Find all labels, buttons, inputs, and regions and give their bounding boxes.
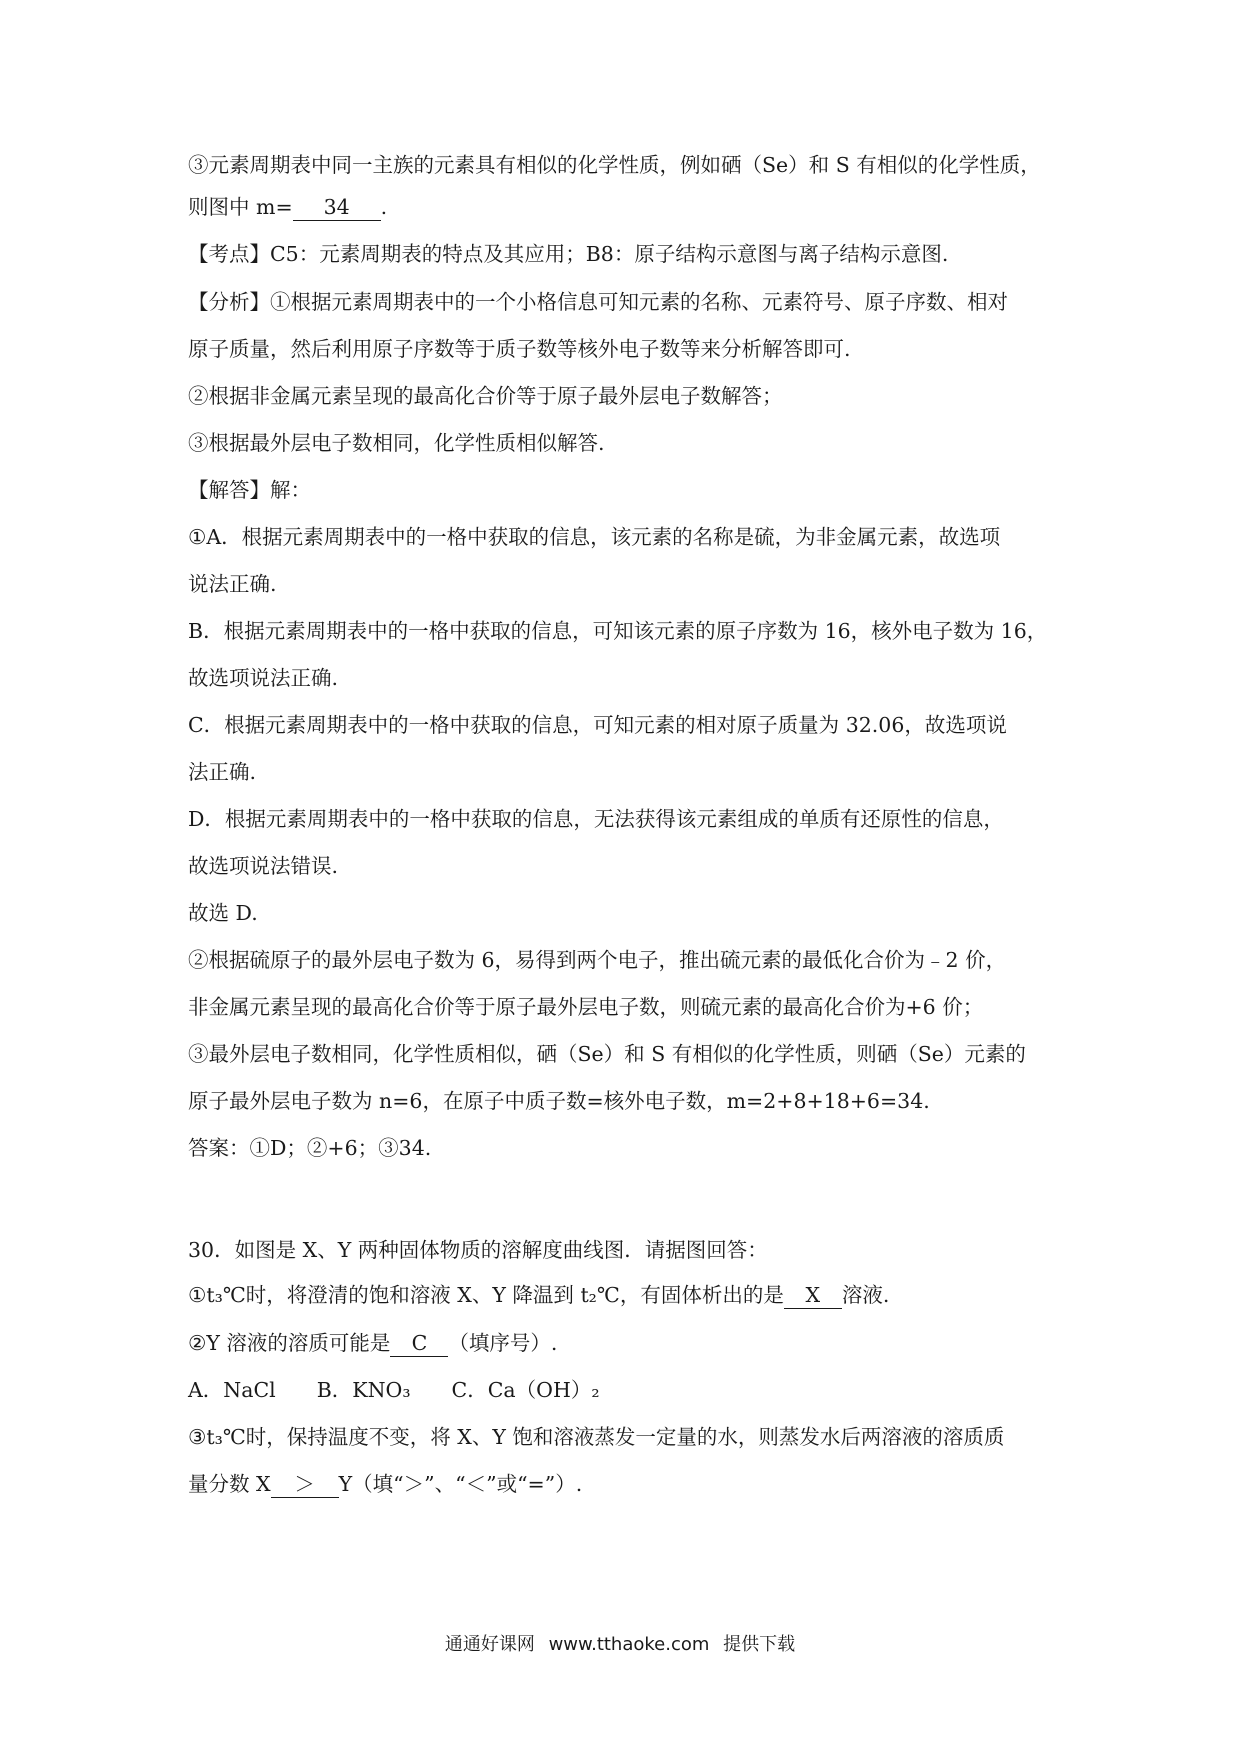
question-30-part-1 [188, 1280, 889, 1310]
question-30-title: 30．如图是 X、Y 两种固体物质的溶解度曲线图．请据图回答： [188, 1238, 768, 1262]
footer-url: www.tthaoke.com [548, 1634, 710, 1655]
text-line: 故选项说法正确. [188, 666, 339, 690]
answer-blank-3: ＞ [271, 1471, 339, 1498]
text-line: ①A．根据元素周期表中的一格中获取的信息，该元素的名称是硫，为非金属元素，故选项 [188, 525, 1001, 549]
text-fragment: （填序号）. [448, 1331, 558, 1355]
text-line-answer: 答案：①D；②+6；③34. [188, 1136, 432, 1160]
answer-blank-2: C [390, 1330, 448, 1357]
footer-site-name: 通通好课网 [444, 1634, 535, 1655]
text-line: 故选项说法错误. [188, 854, 339, 878]
text-line: 法正确. [188, 760, 257, 784]
text-line-fill-in [188, 192, 387, 222]
text-line: ③元素周期表中同一主族的元素具有相似的化学性质，例如硒（Se）和 S 有相似的化学性质， [188, 153, 1041, 177]
text-fragment: 溶液. [841, 1283, 890, 1307]
text-line-jieda: 【解答】解： [188, 478, 311, 502]
text-fragment: 量分数 X [188, 1472, 271, 1496]
answer-blank-1: X [784, 1282, 842, 1309]
text-line: D．根据元素周期表中的一格中获取的信息，无法获得该元素组成的单质有还原性的信息， [188, 807, 1004, 831]
text-line-kaodian: 【考点】C5：元素周期表的特点及其应用；B8：原子结构示意图与离子结构示意图. [188, 242, 949, 266]
text-line: C．根据元素周期表中的一格中获取的信息，可知元素的相对原子质量为 32.06，故选项说 [188, 713, 1007, 737]
text-line: ③最外层电子数相同，化学性质相似，硒（Se）和 S 有相似的化学性质，则硒（Se）元素的 [188, 1042, 1026, 1066]
question-30-part-3: ③t₃℃时，保持温度不变，将 X、Y 饱和溶液蒸发一定量的水，则蒸发水后两溶液的溶质质 [188, 1425, 1005, 1449]
text-line: 故选 D. [188, 901, 258, 925]
question-30-part-2 [188, 1328, 557, 1358]
text-fragment: ②Y 溶液的溶质可能是 [188, 1331, 391, 1355]
text-line-fenxi: 【分析】①根据元素周期表中的一个小格信息可知元素的名称、元素符号、原子序数、相对 [188, 290, 1008, 314]
text-fragment: ①t₃℃时，将澄清的饱和溶液 X、Y 降温到 t₂℃，有固体析出的是 [188, 1283, 784, 1307]
text-line: 原子质量，然后利用原子序数等于质子数等核外电子数等来分析解答即可. [188, 337, 851, 361]
footer-suffix: 提供下载 [723, 1634, 796, 1655]
text-fragment: 则图中 m= [188, 195, 293, 219]
text-line: 说法正确. [188, 572, 277, 596]
page-footer [0, 1630, 1240, 1656]
text-fragment: Y（填“＞”、“＜”或“=”）. [338, 1472, 583, 1496]
text-line: B．根据元素周期表中的一格中获取的信息，可知该元素的原子序数为 16，核外电子数为 16， [188, 619, 1048, 643]
text-line: ③根据最外层电子数相同，化学性质相似解答. [188, 431, 605, 455]
answer-blank-m: 34 [293, 194, 381, 221]
text-line: 非金属元素呈现的最高化合价等于原子最外层电子数，则硫元素的最高化合价为+6 价； [188, 995, 984, 1019]
text-line: ②根据非金属元素呈现的最高化合价等于原子最外层电子数解答； [188, 384, 783, 408]
text-line: ②根据硫原子的最外层电子数为 6，易得到两个电子，推出硫元素的最低化合价为﹣2 价， [188, 948, 1007, 972]
text-fragment: . [380, 195, 388, 219]
question-30-part-3-fill [188, 1469, 582, 1499]
question-30-options: A．NaCl B．KNO₃ C．Ca（OH）₂ [188, 1378, 600, 1402]
text-line: 原子最外层电子数为 n=6，在原子中质子数=核外电子数，m=2+8+18+6=34. [188, 1089, 930, 1113]
